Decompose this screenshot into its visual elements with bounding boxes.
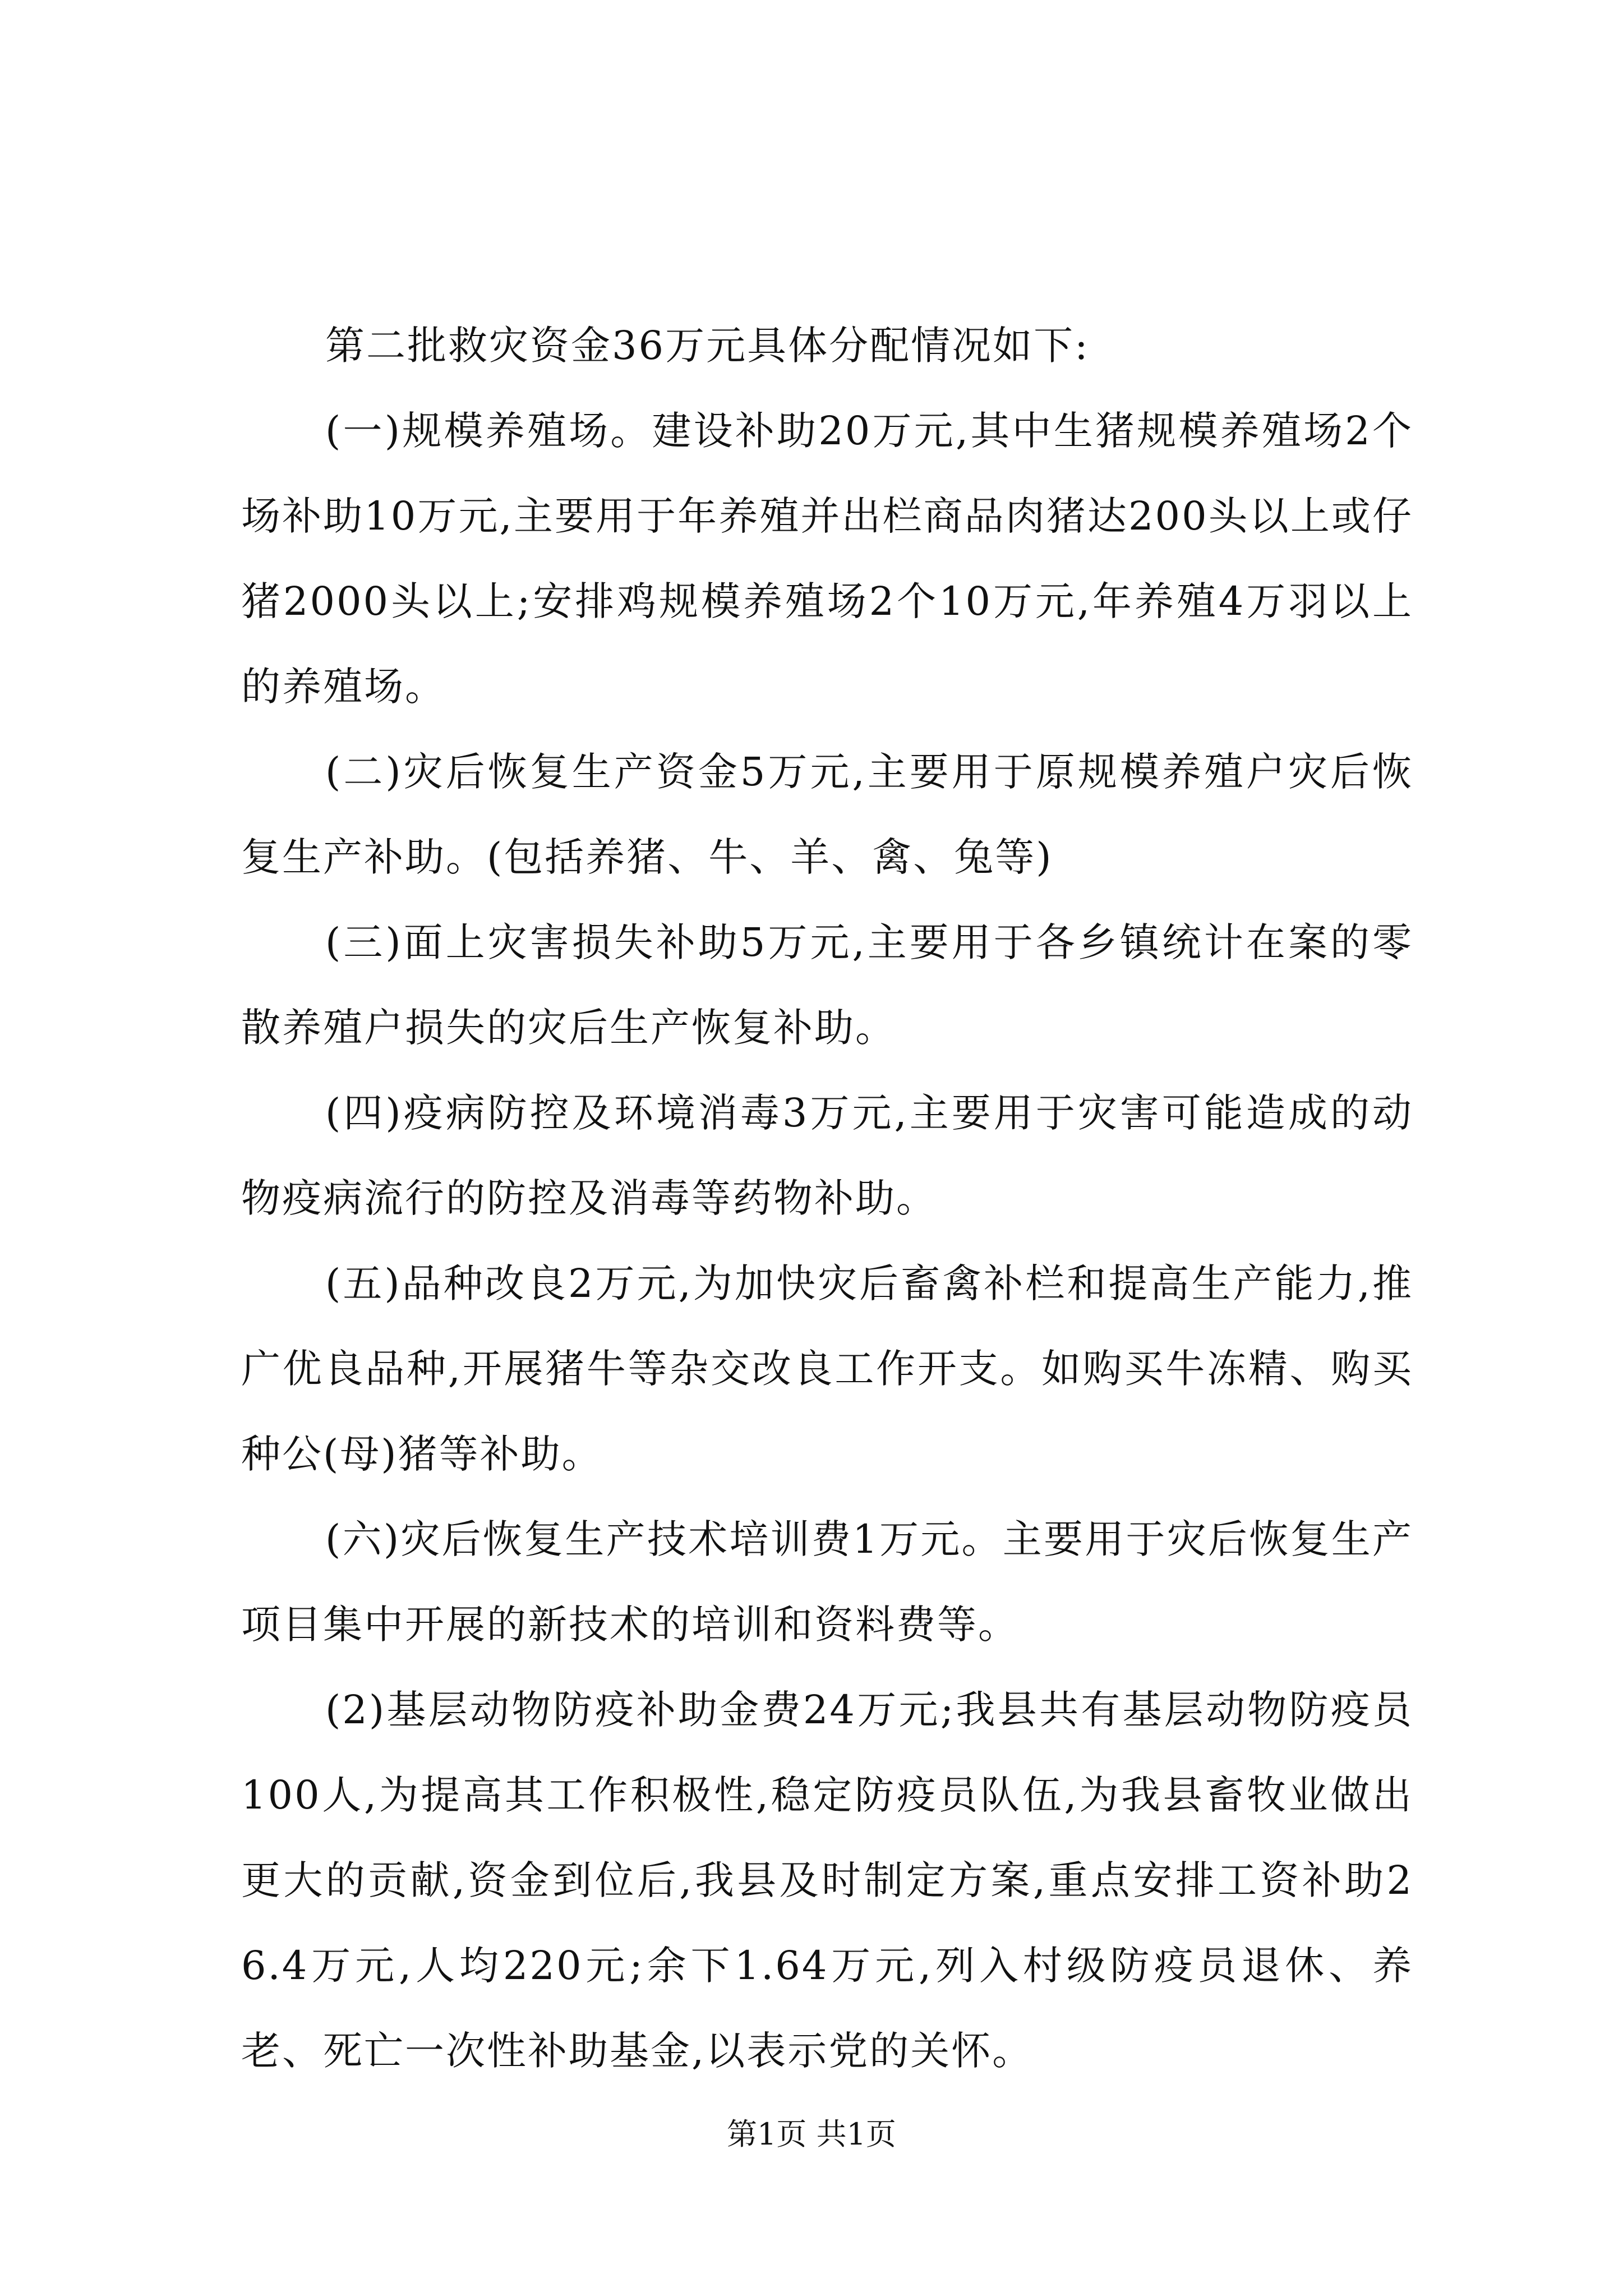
paragraph-item-3: (三)面上灾害损失补助5万元,主要用于各乡镇统计在案的零散养殖户损失的灾后生产恢复补助。 [241,919,1413,1051]
paragraph-item-5: (五)品种改良2万元,为加快灾后畜禽补栏和提高生产能力,推广优良品种,开展猪牛等杂交改良工作开支。如购买牛冻精、购买种公(母)猪等补助。 [241,1260,1413,1477]
paragraph-section-2: (2)基层动物防疫补助金费24万元;我县共有基层动物防疫员100人,为提高其工作积极性,稳定防疫员队伍,为我县畜牧业做出更大的贡献,资金到位后,我县及时制定方案,重点安排工资补助26.4万元,人均220元;余下1.64万元,列入村级防疫员退休、养老、死亡一次性补助基金,以表示党的关怀。 [241,1687,1413,2074]
paragraph-item-6: (六)灾后恢复生产技术培训费1万元。主要用于灾后恢复生产项目集中开展的新技术的培训和资料费等。 [241,1516,1413,1648]
page-footer: 第1页 共1页 [727,2116,896,2152]
paragraph-item-4: (四)疫病防控及环境消毒3万元,主要用于灾害可能造成的动物疫病流行的防控及消毒等药物补助。 [241,1090,1413,1221]
document-body [241,303,1413,2093]
paragraph-item-1: (一)规模养殖场。建设补助20万元,其中生猪规模养殖场2个场补助10万元,主要用于年养殖并出栏商品肉猪达200头以上或仔猪2000头以上;安排鸡规模养殖场2个10万元,年养殖4万羽以上的养殖场。 [241,408,1413,710]
paragraph-intro: 第二批救灾资金36万元具体分配情况如下: [325,323,1090,369]
paragraph-item-2: (二)灾后恢复生产资金5万元,主要用于原规模养殖户灾后恢复生产补助。(包括养猪、牛、羊、禽、兔等) [241,749,1413,880]
